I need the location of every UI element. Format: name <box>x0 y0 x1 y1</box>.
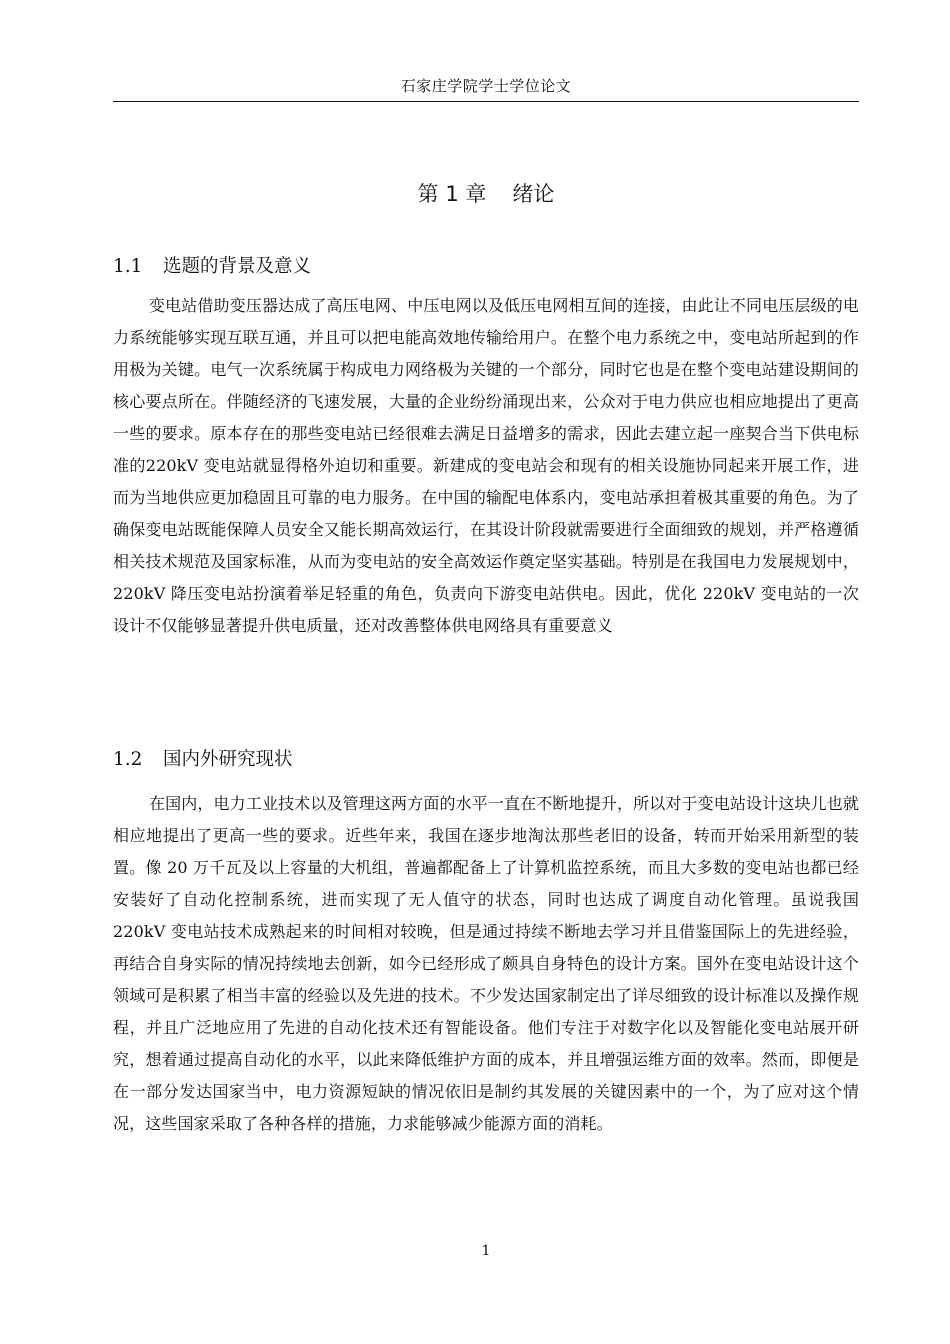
section-paragraph-1-1: 变电站借助变压器达成了高压电网、中压电网以及低压电网相互间的连接，由此让不同电压层级的电力系统能够实现互联互通，并且可以把电能高效地传输给用户。在整个电力系统之中，变电站所起到的作用极为关键。电气一次系统属于构成电力网络极为关键的一个部分，同时它也是在整个变电站建设期间的核心要点所在。伴随经济的飞速发展，大量的企业纷纷涌现出来，公众对于电力供应也相应地提出了更高一些的要求。原本存在的那些变电站已经很难去满足日益增多的需求，因此去建立起一座契合当下供电标准的220kV 变电站就显得格外迫切和重要。新建成的变电站会和现有的相关设施协同起来开展工作，进而为当地供应更加稳固且可靠的电力服务。在中国的输配电体系内，变电站承担着极其重要的角色。为了确保变电站既能保障人员安全又能长期高效运行，在其设计阶段就需要进行全面细致的规划，并严格遵循相关技术规范及国家标准，从而为变电站的安全高效运作奠定坚实基础。特别是在我国电力发展规划中，220kV 降压变电站扮演着举足轻重的角色，负责向下游变电站供电。因此，优化 220kV 变电站的一次设计不仅能够显著提升供电质量，还对改善整体供电网络具有重要意义 <box>113 296 859 635</box>
section-number: 1.2 <box>113 749 143 770</box>
section-paragraph-1-2: 在国内，电力工业技术以及管理这两方面的水平一直在不断地提升，所以对于变电站设计这块儿也就相应地提出了更高一些的要求。近些年来，我国在逐步地淘汰那些老旧的设备，转而开始采用新型的装置。像 20 万千瓦及以上容量的大机组，普遍都配备上了计算机监控系统，而且大多数的变电站也都已经安装好了自动化控制系统，进而实现了无人值守的状态，同时也达成了调度自动化管理。虽说我国 220kV 变电站技术成熟起来的时间相对较晚，但是通过持续不断地去学习并且借鉴国际上的先进经验，再结合自身实际的情况持续地去创新，如今已经形成了颇具自身特色的设计方案。国外在变电站设计这个领域可是积累了相当丰富的经验以及先进的技术。不少发达国家制定出了详尽细致的设计标准以及操作规程，并且广泛地应用了先进的自动化技术还有智能设备。他们专注于对数字化以及智能化变电站展开研究，想着通过提高自动化的水平，以此来降低维护方面的成本，并且增强运维方面的效率。然而，即便是在一部分发达国家当中，电力资源短缺的情况依旧是制约其发展的关键因素中的一个，为了应对这个情况，这些国家采取了各种各样的措施，力求能够减少能源方面的消耗。 <box>113 794 859 1133</box>
section-title: 国内外研究现状 <box>163 749 293 770</box>
section-number: 1.1 <box>113 256 143 277</box>
page-number: 1 <box>481 1243 491 1259</box>
section-title: 选题的背景及意义 <box>163 256 312 277</box>
running-header: 石家庄学院学士学位论文 <box>400 77 572 95</box>
chapter-title-text: 绪论 <box>512 182 555 206</box>
chapter-number: 第 1 章 <box>417 182 487 206</box>
header-rule <box>113 101 859 102</box>
section-heading-1-2 <box>113 745 859 775</box>
section-heading-1-1 <box>113 252 859 282</box>
chapter-title <box>113 178 859 210</box>
